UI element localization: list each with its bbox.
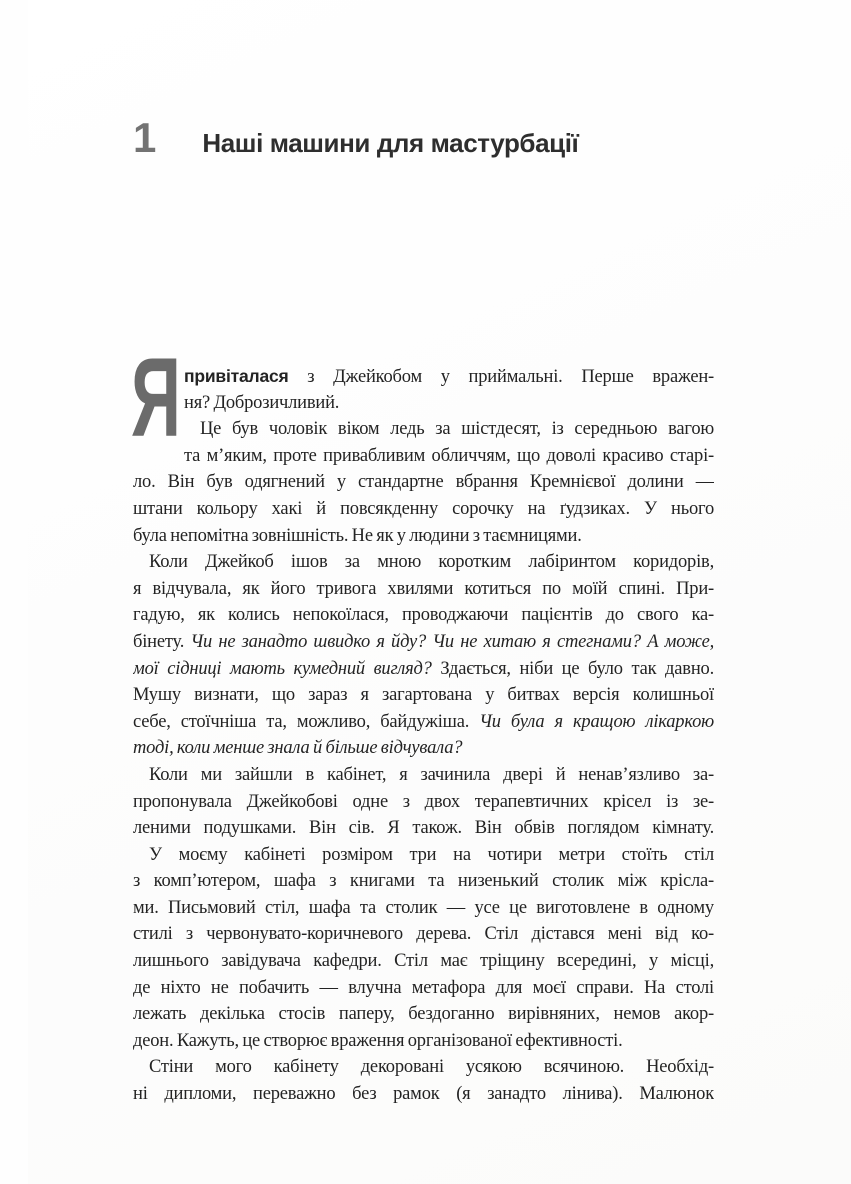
text-segment: Стіни мого кабінету декоровані усякою всячиною. Необхід- [149,1057,714,1078]
chapter-header [133,114,579,161]
text-segment: себе, стоїчніша та, можливо, байдужіша. [133,711,480,732]
text-segment: Чи не занадто швидко я йду? Чи не хитаю я стегнами? А може, [190,631,714,652]
chapter-number: 1 [133,114,157,161]
text-segment: Це був чоловік віком ледь за шістдесят, із середньою вагою [200,419,714,440]
text-segment: з Джейкобом у приймальні. Перше вражен- [288,367,714,387]
text-segment: стилі з червонувато-коричневого дерева. Стіл дістався мені від ко- [133,924,714,945]
text-line [133,1054,714,1081]
scan-edge [0,0,28,1184]
text-line [133,469,714,496]
text-line [133,895,714,922]
text-line [133,868,714,895]
text-line [133,523,714,550]
text-segment: лежать декілька стосів паперу, бездоганно вирівняних, немов акор- [133,1004,714,1025]
text-line [133,975,714,1002]
text-line [133,576,714,603]
text-line [133,789,714,816]
text-line [133,709,714,736]
text-segment: деон. Кажуть, це створює враження організованої ефективності. [133,1030,623,1051]
text-segment: Коли ми зайшли в кабінет, я зачинила двері й ненав’язливо за- [149,764,714,785]
text-segment: привіталася [184,366,289,386]
text-segment: леними подушками. Він сів. Я також. Він обвів поглядом кімнату. [133,818,714,839]
text-segment: гадую, як колись непокоїлася, проводжаючи пацієнтів до свого ка- [133,605,714,626]
text-segment: я відчувала, як його тривога хвилями котиться по моїй спині. При- [133,578,714,599]
text-line [184,390,714,417]
text-segment: бінету. [133,631,191,652]
text-line [133,921,714,948]
text-segment: мої сідниці мають кумедний вигляд? [133,658,441,679]
text-line [133,602,714,629]
text-segment: У моєму кабінеті розміром три на чотири метри стоїть стіл [149,844,714,865]
text-line [133,1081,714,1108]
text-segment: Коли Джейкоб ішов за мною коротким лабіринтом коридорів, [149,552,714,573]
text-segment: де ніхто не побачить — влучна метафора для моєї справи. На столі [133,977,714,998]
text-segment: Мушу визнати, що зараз я загартована у битвах версія колишньої [133,685,714,706]
text-line [133,1028,714,1055]
text-segment: була непомітна зовнішність. Не як у людини з таємницями. [133,525,582,546]
text-line [184,363,714,390]
body-text [133,363,714,1108]
text-segment: з комп’ютером, шафа з книгами та низенький столик між крісла- [133,871,714,892]
text-line [133,948,714,975]
text-line [133,1001,714,1028]
text-segment: Чи була я кращою лікаркою [479,711,714,732]
text-segment: ло. Він був одягнений у стандартне вбрання Кремнієвої долини — [133,472,714,493]
chapter-title: Наші машини для мастурбації [202,128,579,158]
dropcap-letter: Я [131,335,181,460]
text-line [133,549,714,576]
text-segment: лишнього завідувача кафедри. Стіл має тріщину всередині, у місці, [133,951,714,972]
text-line [184,443,714,470]
text-segment: Здається, ніби це було так давно. [440,658,714,679]
text-segment: ня? Доброзичливий. [184,392,340,413]
text-line [133,656,714,683]
text-segment: штани кольору хакі й повсякденну сорочку на ґудзиках. У нього [133,498,714,519]
text-line [133,682,714,709]
text-segment: та м’яким, проте привабливим обличчям, що доволі красиво старі- [184,445,714,466]
text-line [133,762,714,789]
text-line [133,735,714,762]
text-line [133,815,714,842]
text-segment: ми. Письмовий стіл, шафа та столик — усе це виготовлене в одному [133,897,714,918]
text-segment: ні дипломи, переважно без рамок (я занадто лінива). Малюнок [133,1084,714,1105]
dropcap-spacer [133,363,184,443]
text-segment: пропонувала Джейкобові одне з двох терапевтичних крісел із зе- [133,791,714,812]
text-line [184,416,714,443]
text-line [133,842,714,869]
text-segment: тоді, коли менше знала й більше відчувала? [133,738,463,759]
text-line [133,629,714,656]
text-line [133,496,714,523]
